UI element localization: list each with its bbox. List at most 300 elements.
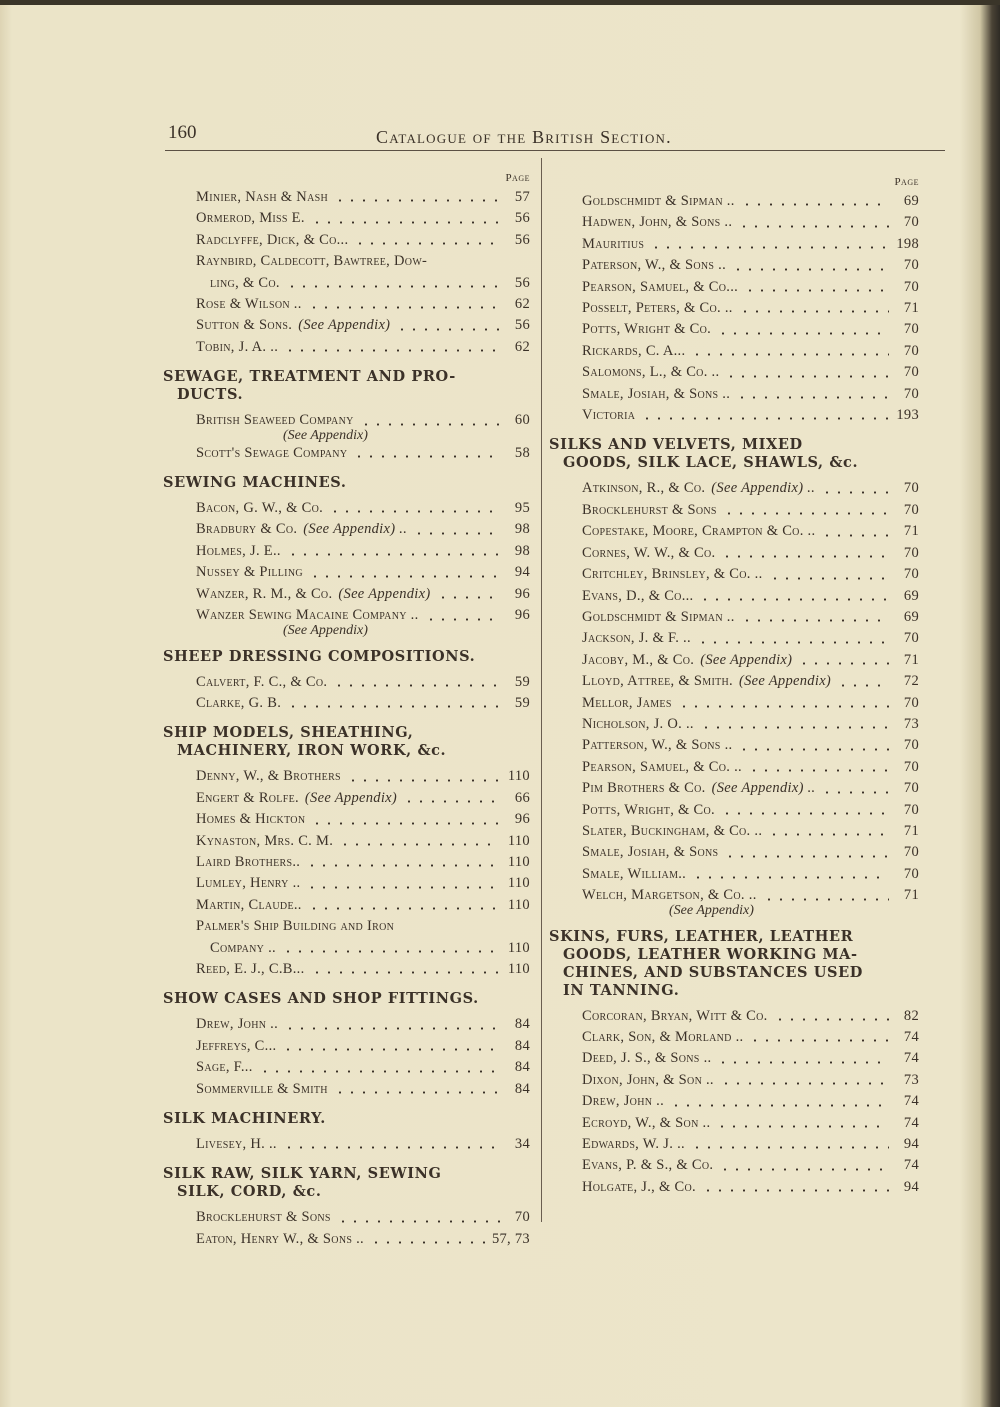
index-entry [549,842,919,863]
page-ref: 34 [514,1136,530,1152]
entry-name: Edwards, W. J. .. [582,1136,685,1153]
entry-name: Smale, Josiah, & Sons .. [582,385,731,402]
index-entry [549,277,919,298]
left-column [163,172,530,1250]
page-ref: 110 [507,875,530,892]
page-ref: 70 [903,342,919,359]
entry-name: Ecroyd, W., & Son .. [582,1114,711,1131]
index-entry [163,693,530,714]
page-ref: 98 [514,542,530,559]
page-ref: 70 [903,780,919,797]
index-entry [549,650,919,671]
index-entry [549,1091,919,1112]
page-ref: 98 [514,521,530,538]
page-ref: 84 [514,1016,530,1033]
index-entry [549,1027,919,1048]
section-heading [549,436,919,472]
entry-name: Wanzer Sewing Macaine Company .. [196,607,419,624]
section-heading [163,368,530,404]
index-entry [549,564,919,585]
page-ref: 66 [514,789,530,806]
page-ref: 96 [514,607,530,624]
entry-name: Deed, J. S., & Sons .. [582,1050,712,1067]
page-ref: 69 [903,193,919,209]
page-ref: 94 [903,1136,919,1153]
dot-leader [337,1220,500,1223]
index-entry [549,821,919,842]
dot-leader [702,1189,889,1192]
dot-leader [738,748,889,751]
entry-name: Atkinson, R., & Co. [582,480,706,497]
page-ref: 82 [903,1007,919,1024]
dot-leader [396,328,500,331]
index-entry [549,500,919,521]
index-entry [549,586,919,607]
section-heading-line: GOODS, SILK LACE, SHAWLS, &c. [563,454,859,472]
index-entry [163,938,530,959]
entry-name: Copestake, Moore, Crampton & Co. .. [582,523,816,540]
page-ref: 74 [903,1029,919,1045]
entry-name: Nicholson, J. O. .. [582,715,694,732]
dot-leader [769,577,890,580]
page-ref: 57, 73 [491,1230,530,1247]
entry-note: (See Appendix) [700,651,793,668]
section-heading-line: CHINES, AND SUBSTANCES USED [563,963,863,981]
index-entry [163,230,530,251]
page-ref: 56 [514,231,530,248]
entry-name: Wanzer, R. M., & Co. [196,585,333,602]
dot-leader [739,310,889,313]
section-heading-line: SHIP MODELS, SHEATHING, [163,724,414,742]
index-entry [549,405,919,426]
entry-name: Livesey, H. .. [196,1136,277,1152]
index-entry [549,714,919,735]
entry-name: Mellor, James [582,694,672,711]
dot-leader [699,598,889,601]
entry-name: Sage, F... [196,1059,253,1076]
page-ref: 58 [514,444,530,461]
entry-name: Pearson, Samuel, & Co. .. [582,758,742,775]
index-entry [163,852,530,873]
index-entry [549,628,919,649]
dot-leader [741,619,889,622]
index-entry [549,255,919,276]
entry-name: Critchley, Brinsley, & Co. .. [582,566,763,583]
entry-name: Eaton, Henry W., & Sons .. [196,1230,364,1247]
section-heading-line: SEWING MACHINES. [163,474,347,492]
dot-leader [821,534,889,537]
page-ref: 71 [903,300,919,317]
section-heading-line: SKINS, FURS, LEATHER, LEATHER [549,927,854,945]
page-ref: 73 [903,715,919,732]
index-entry [549,1006,919,1027]
entry-note: (See Appendix) .. [303,521,408,538]
index-entry [163,831,530,852]
section-heading [549,928,919,1000]
section-heading-line: SILK, CORD, &c. [177,1183,322,1201]
dot-leader [284,349,500,352]
dot-leader [738,225,889,228]
page-ref: 110 [507,768,530,785]
entry-name: Clarke, G. B. [196,694,282,711]
entry-name: Tobin, J. A. .. [196,338,279,355]
index-entry [549,757,919,778]
dot-leader [286,285,500,288]
page-number: 160 [168,122,197,143]
dot-leader [283,1146,500,1149]
page-ref: 70 [903,501,919,518]
section-heading [163,990,530,1008]
page-ref: 70 [903,544,919,561]
index-entry [549,735,919,756]
entry-name: Bradbury & Co. [196,521,298,538]
page-ref: 71 [903,523,919,540]
section-heading-line: SHOW CASES AND SHOP FITTINGS. [163,990,479,1008]
entry-name: Pearson, Samuel, & Co... [582,278,739,295]
dot-leader [700,726,889,729]
dot-leader [339,843,500,846]
dot-leader [370,1241,486,1244]
dot-leader [334,199,500,202]
entry-name: ling, & Co. [210,274,280,291]
index-entry [163,337,530,358]
page-ref: 198 [896,235,919,252]
page-ref: 110 [507,896,530,913]
dot-leader [347,779,500,782]
index-entry [163,1134,530,1155]
page-ref: 110 [507,853,530,870]
dot-leader [650,246,889,249]
index-entry [549,521,919,542]
entry-name: Radclyffe, Dick, & Co... [196,231,349,248]
index-entry [163,1229,530,1250]
page-ref: 70 [514,1209,530,1226]
section-heading [163,474,530,492]
entry-note-below: (See Appendix) [283,427,368,443]
entry-name: Scott's Sewage Company [196,444,348,461]
page-ref: 70 [903,694,919,711]
index-entry [163,498,530,519]
dot-leader [308,306,500,309]
page-ref: 95 [514,500,530,517]
index-entry [163,187,530,208]
dot-leader [282,950,500,953]
page-ref: 70 [903,566,919,583]
index-entry [549,384,919,405]
dot-leader [717,332,889,335]
dot-leader [717,1061,889,1064]
page-ref: 84 [514,1059,530,1076]
index-entry [549,298,919,319]
index-entry-line: Raynbird, Caldecott, Bawtree, Dow- [196,253,428,270]
dot-leader [284,1027,500,1030]
index-entry [163,584,530,605]
page-ref: 84 [514,1080,530,1097]
index-entry [549,341,919,362]
dot-leader [749,1039,889,1042]
entry-name: Pim Brothers & Co. [582,780,706,797]
page-ref: 70 [903,758,919,775]
dot-leader [716,1125,889,1128]
index-entry [163,562,530,583]
page-ref: 96 [514,585,530,602]
dot-leader [354,242,500,245]
entry-name: Evans, P. & S., & Co. [582,1157,714,1174]
index-entry [549,1048,919,1069]
section-heading [163,648,530,666]
page-ref: 72 [903,673,919,690]
dot-leader [697,641,889,644]
dot-leader [721,812,889,815]
page-ref: 94 [903,1178,919,1195]
section-heading [163,1110,530,1128]
dot-leader [670,1104,889,1107]
dot-leader [425,618,500,621]
page-column-label: Page [894,176,919,188]
index-entry [549,864,919,885]
dot-leader [821,791,889,794]
index-entry [163,809,530,830]
header-rule [165,150,945,151]
index-entry [163,788,530,809]
index-entry [163,294,530,315]
index-entry [549,800,919,821]
dot-leader [723,512,889,515]
page-ref: 193 [896,407,919,424]
entry-name: Reed, E. J., C.B... [196,960,305,977]
dot-leader [403,800,500,803]
entry-name: Mauritius [582,235,645,252]
page-ref: 73 [903,1071,919,1088]
entry-name: Victoria [582,407,636,424]
index-entry [549,1113,919,1134]
dot-leader [308,907,500,910]
entry-name: Kynaston, Mrs. C. M. [196,832,334,849]
entry-name: Smale, Josiah, & Sons [582,844,719,861]
dot-leader [282,1048,500,1051]
dot-leader [774,1018,889,1021]
page-ref: 70 [903,737,919,754]
dot-leader [725,375,889,378]
entry-name: Bacon, G. W., & Co. [196,500,324,517]
dot-leader [837,684,889,687]
entry-note: (See Appendix) [738,673,832,690]
entry-name: Rickards, C. A... [582,342,686,359]
index-entry [163,541,530,562]
entry-name: Potts, Wright, & Co. [582,801,715,818]
dot-leader [287,705,500,708]
dot-leader [678,705,889,708]
index-entry [163,959,530,980]
entry-name: Dixon, John, & Son .. [582,1071,714,1088]
dot-leader [259,1070,500,1073]
dot-leader [744,289,889,292]
entry-name: Welch, Margetson, & Co. .. [582,887,757,904]
entry-name: Sommerville & Smith [196,1080,328,1097]
entry-name: Brocklehurst & Sons [582,501,717,518]
index-entry [163,315,530,336]
page-ref: 110 [507,939,530,956]
index-entry [549,607,919,628]
entry-name: Engert & Rolfe. [196,789,299,806]
page-ref: 70 [903,844,919,861]
dot-leader [311,971,500,974]
dot-leader [719,1168,889,1171]
dot-leader [437,596,501,599]
page-ref: 69 [903,608,919,625]
dot-leader [287,553,500,556]
entry-name: Evans, D., & Co... [582,587,694,604]
page-ref: 70 [903,385,919,402]
entry-name: Holmes, J. E.. [196,542,281,559]
entry-name: Nussey & Pilling [196,564,303,581]
section-heading [163,724,530,760]
entry-name: Jeffreys, C... [196,1037,277,1054]
index-entry [163,1036,530,1057]
dot-leader [692,876,889,879]
page-ref: 56 [514,274,530,291]
index-entry [163,672,530,693]
dot-leader [353,455,500,458]
entry-name: Homes & Hickton [196,811,306,828]
entry-name: Calvert, F. C., & Co. [196,673,328,690]
entry-name: Clark, Son, & Morland .. [582,1029,744,1045]
entry-name: Cornes, W. W., & Co. [582,544,716,561]
section-heading [163,1165,530,1201]
entry-name: Paterson, W., & Sons .. [582,257,727,274]
dot-leader [641,417,889,420]
dot-leader [691,1146,889,1149]
page-ref: 59 [514,694,530,711]
index-entry [549,191,919,212]
index-entry [163,443,530,464]
entry-note-below: (See Appendix) [283,622,368,638]
page-ref: 71 [903,887,919,904]
entry-name: Goldschmidt & Sipman .. [582,193,735,209]
section-heading-line: GOODS, LEATHER WORKING MA- [563,945,858,963]
section-heading-line: SILK MACHINERY. [163,1110,326,1127]
dot-leader [798,662,889,665]
index-entry-line: Palmer's Ship Building and Iron [196,918,395,935]
entry-name: Drew, John .. [196,1016,279,1033]
entry-name: Posselt, Peters, & Co. .. [582,300,733,317]
page-ref: 96 [514,811,530,828]
page-ref: 70 [903,630,919,647]
index-entry [549,1134,919,1155]
index-entry [549,362,919,383]
page-ref: 57 [514,189,530,205]
dot-leader [736,396,889,399]
entry-name: Salomons, L., & Co. .. [582,364,720,381]
dot-leader [311,221,500,224]
index-entry [163,273,530,294]
dot-leader [741,203,889,206]
entry-name: Holgate, J., & Co. [582,1178,696,1195]
page-ref: 70 [903,278,919,295]
entry-name: Laird Brothers.. [196,853,301,870]
running-title: Catalogue of the British Section. [376,127,672,147]
index-entry [549,1177,919,1198]
index-entry [163,1207,530,1228]
entry-name: Minier, Nash & Nash [196,189,328,205]
dot-leader [763,898,889,901]
index-entry [163,1014,530,1035]
section-heading-line: SEWAGE, TREATMENT AND PRO- [163,368,456,386]
index-entry [163,1057,530,1078]
entry-name: Slater, Buckingham, & Co. .. [582,822,763,839]
dot-leader [360,423,500,426]
dot-leader [413,532,500,535]
dot-leader [306,864,500,867]
index-entry [163,519,530,540]
index-entry [549,693,919,714]
entry-name: Jackson, J. & F. .. [582,630,691,647]
section-heading-line: MACHINERY, IRON WORK, &c. [177,742,447,760]
page-ref: 70 [903,257,919,274]
entry-note: (See Appendix) [338,585,431,602]
index-entry [549,478,919,499]
index-entry [163,873,530,894]
entry-note-below: (See Appendix) [669,902,754,918]
index-entry [549,212,919,233]
dot-leader [821,491,889,494]
index-entry [549,543,919,564]
entry-name: Denny, W., & Brothers [196,768,341,785]
entry-name: Corcoran, Bryan, Witt & Co. [582,1007,768,1024]
index-entry [549,1070,919,1091]
section-heading-line: SILKS AND VELVETS, MIXED [549,436,803,454]
dot-leader [311,822,500,825]
entry-name: Jacoby, M., & Co. [582,651,695,668]
index-entry [549,234,919,255]
entry-name: Drew, John .. [582,1093,665,1110]
entry-name: Rose & Wilson .. [196,296,302,313]
entry-name: Goldschmidt & Sipman .. [582,608,735,625]
page-ref: 70 [903,801,919,818]
entry-name: Company .. [210,939,276,956]
entry-note: (See Appendix) .. [711,780,816,797]
index-entry [549,778,919,799]
page-column-label: Page [505,172,530,184]
page-ref: 56 [514,210,530,227]
page-ref: 70 [903,480,919,497]
dot-leader [306,886,500,889]
page-ref: 62 [514,296,530,313]
section-heading-line: IN TANNING. [563,981,680,999]
entry-note: (See Appendix) [298,317,391,334]
page-ref: 74 [903,1114,919,1131]
index-entry [549,671,919,692]
dot-leader [691,353,889,356]
page-ref: 56 [514,317,530,334]
dot-leader [748,769,889,772]
entry-name: Hadwen, John, & Sons .. [582,214,733,231]
entry-name: Patterson, W., & Sons .. [582,737,733,754]
page-ref: 70 [903,865,919,882]
index-entry [163,1079,530,1100]
index-entry [549,1155,919,1176]
page-ref: 94 [514,564,530,581]
page-ref: 71 [903,651,919,668]
page-ref: 60 [514,412,530,429]
index-entry [163,895,530,916]
entry-name: Lloyd, Attree, & Smith. [582,673,733,690]
entry-note: (See Appendix) .. [711,480,816,497]
page-ref: 70 [903,364,919,381]
section-heading-line: SILK RAW, SILK YARN, SEWING [163,1165,442,1183]
dot-leader [720,1082,889,1085]
index-entry [549,319,919,340]
